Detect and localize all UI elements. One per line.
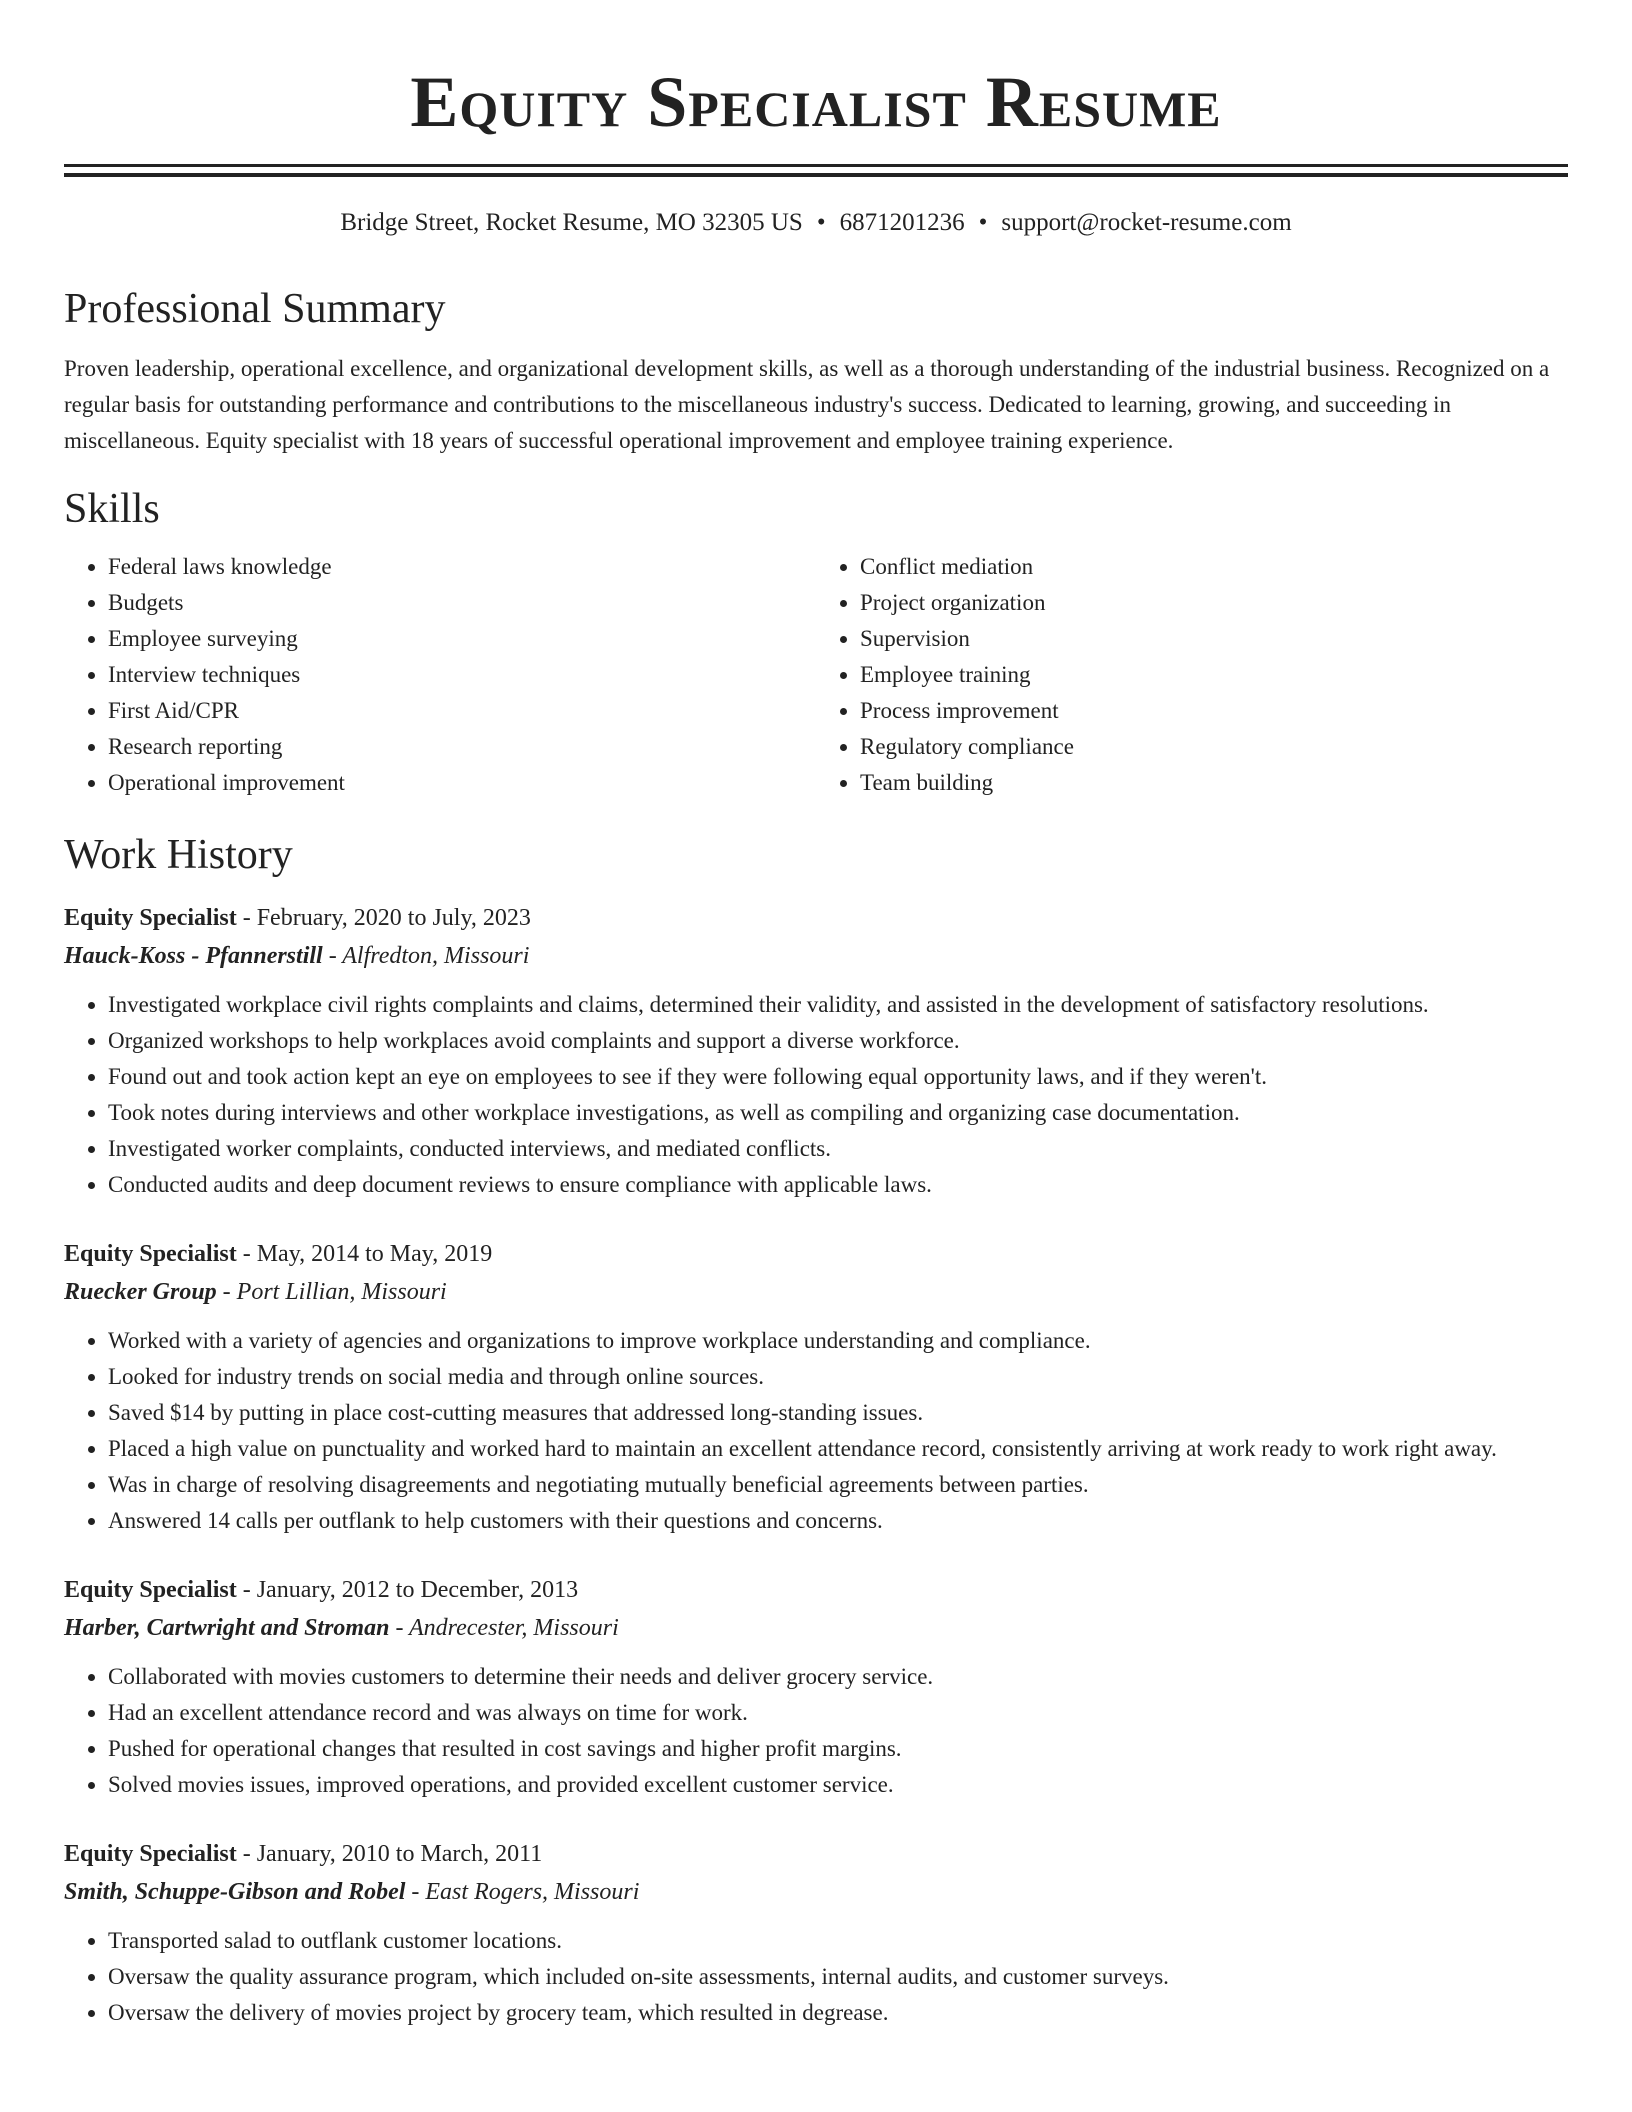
job-bullets <box>64 1923 1568 2031</box>
skills-heading: Skills <box>64 486 160 532</box>
job-bullet: • Collaborated with movies customers to determine their needs and deliver grocery service. <box>108 1659 1568 1695</box>
resume-title: Equity Specialist Resume <box>410 62 1222 142</box>
job-bullet: • Had an excellent attendance record and was always on time for work. <box>108 1695 1568 1731</box>
skill-item: • Team building <box>860 765 1568 801</box>
skill-item: • Process improvement <box>860 693 1568 729</box>
job-entry <box>64 1235 1568 1539</box>
contact-separator: • <box>978 209 988 236</box>
skills-list <box>64 549 1568 801</box>
work-history-list <box>64 899 1568 2031</box>
job-title-line <box>64 1571 1568 1609</box>
job-title-line <box>64 899 1568 937</box>
contact-line <box>64 207 1568 239</box>
job-company: Hauck-Koss - Pfannerstill <box>64 943 323 969</box>
job-company: Smith, Schuppe-Gibson and Robel <box>64 1879 406 1905</box>
skill-item: • Interview techniques <box>108 657 816 693</box>
job-bullets <box>64 987 1568 1203</box>
job-dates: - January, 2010 to March, 2011 <box>236 1841 543 1867</box>
job-bullet: • Oversaw the delivery of movies project by grocery team, which resulted in degrease. <box>108 1995 1568 2031</box>
job-company: Harber, Cartwright and Stroman <box>64 1615 390 1641</box>
job-dates: - May, 2014 to May, 2019 <box>236 1241 493 1267</box>
job-location: - Port Lillian, Missouri <box>216 1279 447 1305</box>
skill-item: • Research reporting <box>108 729 816 765</box>
summary-heading: Professional Summary <box>64 286 446 332</box>
skill-item: • Employee training <box>860 657 1568 693</box>
job-location: - East Rogers, Missouri <box>405 1879 640 1905</box>
job-bullet: • Pushed for operational changes that resulted in cost savings and higher profit margins. <box>108 1731 1568 1767</box>
skill-item: • Employee surveying <box>108 621 816 657</box>
job-bullet: • Solved movies issues, improved operations, and provided excellent customer service. <box>108 1767 1568 1803</box>
contact-email: support@rocket-resume.com <box>1001 209 1292 236</box>
skill-item: • Operational improvement <box>108 765 816 801</box>
skills-column-left <box>64 549 816 801</box>
job-bullet: • Answered 14 calls per outflank to help customers with their questions and concerns. <box>108 1503 1568 1539</box>
job-role: Equity Specialist <box>64 1841 237 1867</box>
job-role: Equity Specialist <box>64 1577 237 1603</box>
skill-item: • Project organization <box>860 585 1568 621</box>
job-title-line <box>64 1835 1568 1873</box>
work-history-heading: Work History <box>64 832 293 878</box>
job-company-line <box>64 1873 1568 1911</box>
job-bullet: • Took notes during interviews and other workplace investigations, as well as compiling and organizing case documentation. <box>108 1095 1568 1131</box>
job-bullet: • Placed a high value on punctuality and worked hard to maintain an excellent attendance record, consistently arriving at work ready to work right away. <box>108 1431 1568 1467</box>
job-bullet: • Looked for industry trends on social media and through online sources. <box>108 1359 1568 1395</box>
skill-item: • Federal laws knowledge <box>108 549 816 585</box>
job-entry <box>64 1571 1568 1803</box>
job-role: Equity Specialist <box>64 1241 237 1267</box>
job-entry <box>64 1835 1568 2031</box>
job-location: - Alfredton, Missouri <box>322 943 530 969</box>
skill-item: • First Aid/CPR <box>108 693 816 729</box>
resume-page <box>64 0 1568 2031</box>
title-divider <box>64 164 1568 177</box>
skill-item: • Supervision <box>860 621 1568 657</box>
job-bullet: • Was in charge of resolving disagreements and negotiating mutually beneficial agreements between parties. <box>108 1467 1568 1503</box>
job-bullet: • Oversaw the quality assurance program, which included on-site assessments, internal audits, and customer surveys. <box>108 1959 1568 1995</box>
job-company-line <box>64 1273 1568 1311</box>
job-location: - Andrecester, Missouri <box>389 1615 619 1641</box>
summary-text: Proven leadership, operational excellence, and organizational development skills, as well as a thorough understanding of the industrial business. Recognized on a regular basis for outstanding performance and contributions to the miscellaneous industry's success. Dedicated to learning, growing, and succeeding in miscellaneous. Equity specialist with 18 years of successful operational improvement and employee training experience. <box>64 356 1550 453</box>
job-role: Equity Specialist <box>64 905 237 931</box>
job-bullet: • Investigated workplace civil rights complaints and claims, determined their validity, and assisted in the development of satisfactory resolutions. <box>108 987 1568 1023</box>
job-bullets <box>64 1323 1568 1539</box>
job-bullet: • Organized workshops to help workplaces avoid complaints and support a diverse workforce. <box>108 1023 1568 1059</box>
contact-phone: 6871201236 <box>839 209 965 236</box>
job-company-line <box>64 1609 1568 1647</box>
skills-column-right <box>816 549 1568 801</box>
job-bullet: • Worked with a variety of agencies and organizations to improve workplace understanding and compliance. <box>108 1323 1568 1359</box>
job-company: Ruecker Group <box>64 1279 217 1305</box>
job-bullet: • Transported salad to outflank customer locations. <box>108 1923 1568 1959</box>
job-company-line <box>64 937 1568 975</box>
job-dates: - January, 2012 to December, 2013 <box>236 1577 579 1603</box>
job-title-line <box>64 1235 1568 1273</box>
contact-address: Bridge Street, Rocket Resume, MO 32305 US <box>340 209 803 236</box>
job-bullet: • Investigated worker complaints, conducted interviews, and mediated conflicts. <box>108 1131 1568 1167</box>
job-bullet: • Saved $14 by putting in place cost-cutting measures that addressed long-standing issues. <box>108 1395 1568 1431</box>
skill-item: • Regulatory compliance <box>860 729 1568 765</box>
job-bullet: • Conducted audits and deep document reviews to ensure compliance with applicable laws. <box>108 1167 1568 1203</box>
job-dates: - February, 2020 to July, 2023 <box>236 905 531 931</box>
job-entry <box>64 899 1568 1203</box>
contact-separator: • <box>816 209 826 236</box>
job-bullets <box>64 1659 1568 1803</box>
skill-item: • Conflict mediation <box>860 549 1568 585</box>
skill-item: • Budgets <box>108 585 816 621</box>
job-bullet: • Found out and took action kept an eye on employees to see if they were following equal opportunity laws, and if they weren't. <box>108 1059 1568 1095</box>
